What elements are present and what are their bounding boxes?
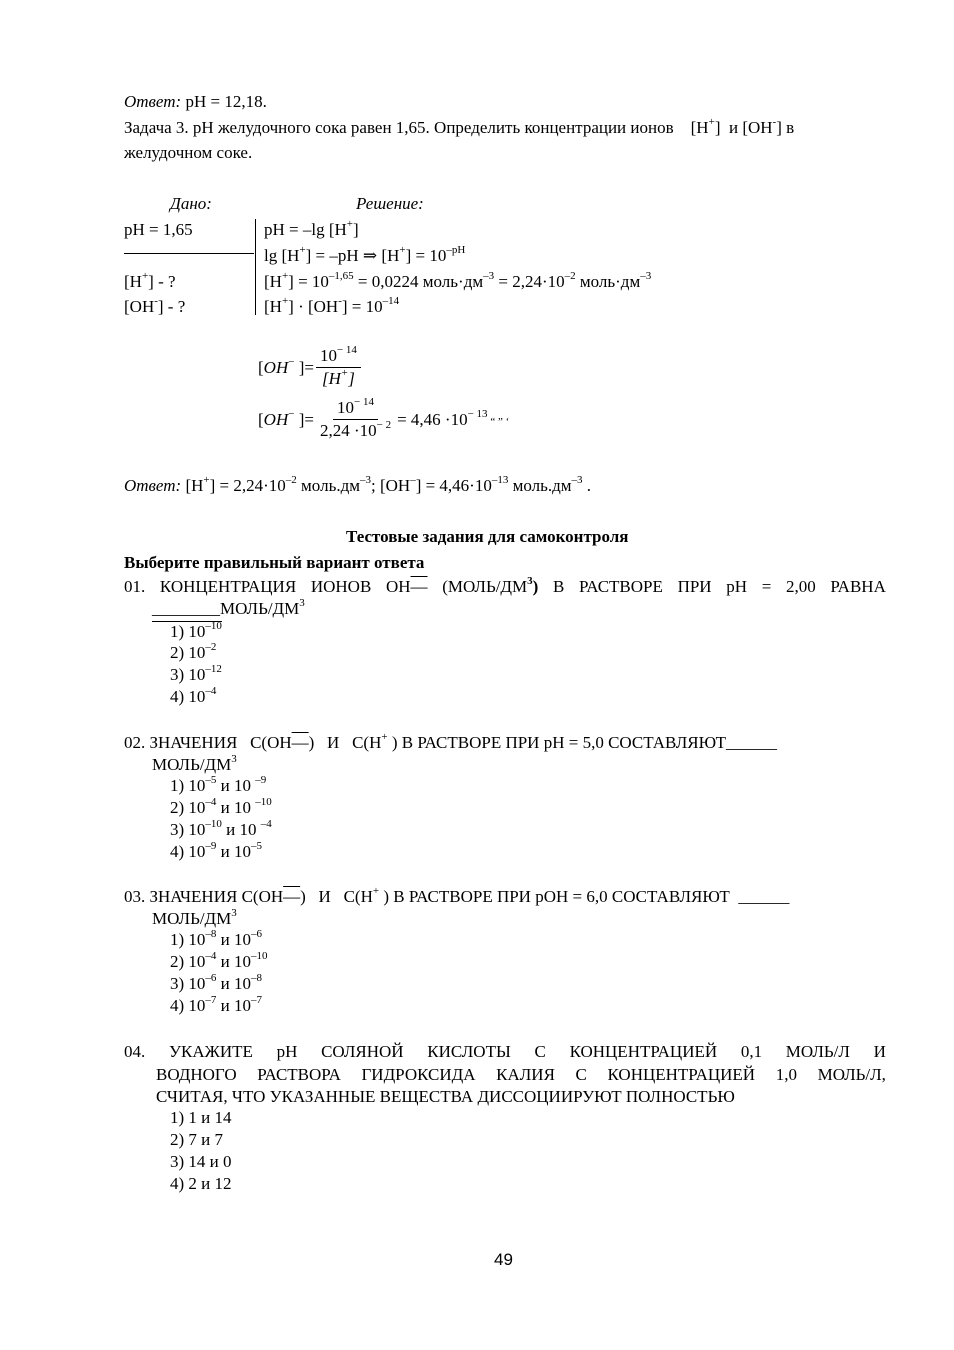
option-text: 3) 10 <box>170 974 206 993</box>
option-exponent: –8 <box>251 972 263 985</box>
question-04-word: 1,0 <box>775 1065 797 1084</box>
question-03-option <box>170 952 268 972</box>
question-01-word: ОН— <box>385 577 428 596</box>
solution-line-1: pH = –lg [H+] <box>264 218 359 239</box>
test-subtitle: Выберите правильный вариант ответа <box>124 553 425 572</box>
question-03-option <box>170 996 262 1016</box>
question-03-line-2: МОЛЬ/$ДМ^3$ <box>152 907 237 928</box>
question-02-option <box>170 798 272 818</box>
option-text: 2) 10 <box>170 798 206 817</box>
option-text: 2) 10 <box>170 952 206 971</box>
question-04-word: 04. <box>124 1042 146 1061</box>
option-exponent: –4 <box>260 818 272 831</box>
option-text: и 10 <box>216 842 252 861</box>
given-h-question: [H+] - ? <box>124 270 176 291</box>
question-01-word: В <box>552 577 565 596</box>
question-01-option <box>170 687 216 707</box>
question-01-line-2: $\_\_\_\_\_\_\_\_МОЛЬ/ДМ^3$ <box>152 597 305 618</box>
solution-line-4: $[H^+] \cdot [OH^-] = 10^{-14}$ <box>264 295 400 316</box>
option-text: и 10 <box>216 952 252 971</box>
option-exponent: –7 <box>251 994 263 1007</box>
option-exponent: –10 <box>255 796 272 809</box>
option-text: 1) 10 <box>170 622 206 641</box>
solution-label: Решение: <box>356 194 424 213</box>
question-01-option <box>170 643 216 663</box>
given-divider-vertical <box>255 219 256 315</box>
option-text: 4) 10 <box>170 996 206 1015</box>
question-04-word: И <box>873 1042 886 1061</box>
given-ph: pH = 1,65 <box>124 220 193 239</box>
formula-oh-result: [OH− ]= $\frac{10^{- 14}}{2,24 \cdot 10^{- 2}}$ = $4,46 \cdot 10^{- 13}$ “ ” ‘ <box>258 396 510 440</box>
question-04-line-3: СЧИТАЯ, ЧТО УКАЗАННЫЕ ВЕЩЕСТВА ДИССОЦИИРУЮТ ПОЛНОСТЬЮ <box>156 1087 735 1106</box>
task-3-line-2: желудочном соке. <box>124 143 253 162</box>
question-04-word: МОЛЬ/Л <box>785 1042 850 1061</box>
solution-line-3: $[H^+] = 10^{-1,65} = 0,0224$ $моль\cdot дм^{-3} = 2,24\cdot 10^{-2}$ $моль\cdot дм^{-3}$ <box>264 270 652 291</box>
question-02-option <box>170 842 262 862</box>
question-02-line-2: МОЛЬ/$ДМ^3$ <box>152 753 237 774</box>
question-04-word: 0,1 <box>740 1042 763 1061</box>
option-exponent: –6 <box>205 972 217 985</box>
question-04-word: КОНЦЕНТРАЦИЕЙ <box>607 1065 756 1084</box>
question-01-word: 01. <box>124 577 146 596</box>
question-04-option: 4) 2 и 12 <box>170 1174 232 1193</box>
option-exponent: –4 <box>205 685 217 698</box>
option-text: и 10 <box>216 798 256 817</box>
question-01-option <box>152 621 222 642</box>
option-exponent: –9 <box>255 774 267 787</box>
option-exponent: –12 <box>205 663 222 676</box>
question-01-word: pH <box>726 577 748 596</box>
question-02-option <box>170 776 266 796</box>
question-01-option <box>170 665 222 685</box>
question-04-line-1 <box>124 1041 886 1063</box>
solution-line-2: lg [H+] = –pH ⇒ $[H^+] = 10^{-pH}$ <box>264 244 466 265</box>
option-text: и 10 <box>221 820 261 839</box>
given-divider-horizontal <box>124 253 254 254</box>
question-04-word: КАЛИЯ <box>496 1065 555 1084</box>
question-02-option <box>170 820 272 840</box>
question-01-word: КОНЦЕНТРАЦИЯ <box>159 577 297 596</box>
option-exponent: –4 <box>205 950 217 963</box>
question-01-word: ПРИ <box>677 577 712 596</box>
option-exponent: –10 <box>205 620 222 633</box>
option-exponent: –9 <box>205 840 217 853</box>
question-03-line-1: 03. ЗНАЧЕНИЯ С(ОН—) И С(Н+ ) В РАСТВОРЕ ПРИ pOH = 6,0 СОСТАВЛЯЮТ ______ <box>124 885 790 906</box>
question-04-word: КИСЛОТЫ <box>427 1042 511 1061</box>
question-04-word: КОНЦЕНТРАЦИЕЙ <box>569 1042 718 1061</box>
question-01-word: 2,00 <box>785 577 816 596</box>
question-04-word: С <box>575 1065 587 1084</box>
option-text: 4) 10 <box>170 842 206 861</box>
question-01-word: ИОНОВ <box>310 577 372 596</box>
option-text: и 10 <box>216 930 252 949</box>
question-04-word: РАСТВОРА <box>257 1065 341 1084</box>
option-text: и 10 <box>216 996 252 1015</box>
option-text: 1) 10 <box>170 776 206 795</box>
question-01-word: РАСТВОРЕ <box>579 577 663 596</box>
option-exponent: –6 <box>251 928 263 941</box>
formula-oh-fraction: [OH− ]= $\frac{10^{- 14}}{[H^+]}$ <box>258 346 361 389</box>
option-text: 3) 10 <box>170 665 206 684</box>
question-01-line-1 <box>124 576 886 598</box>
option-exponent: –2 <box>205 641 217 654</box>
question-04-word: МОЛЬ/Л, <box>817 1065 886 1084</box>
answer-2: Ответ: $[H^+] = 2,24\cdot 10^{-2}$ $моль.дм^{-3}$; $[OH^-] = 4,46\cdot 10^{-13}$ $моль.дм^{-3}$ . <box>124 474 592 495</box>
question-04-line-2 <box>156 1064 886 1086</box>
option-text: и 10 <box>216 776 256 795</box>
option-exponent: –5 <box>251 840 263 853</box>
option-text: 2) 10 <box>170 643 206 662</box>
question-04-word: УКАЖИТЕ <box>168 1042 253 1061</box>
answer-1: Ответ: pH = 12,18. <box>124 92 267 111</box>
option-text: 3) 10 <box>170 820 206 839</box>
task-3-line-1: Задача 3. pH желудочного сока равен 1,65. Определить концентрации ионов [H+] и [OH-] в <box>124 116 795 137</box>
question-01-word: $(МОЛЬ/ДМ^3)$ <box>442 575 539 596</box>
question-01-word: РАВНА <box>830 577 886 596</box>
test-title: Тестовые задания для самоконтроля <box>346 527 629 546</box>
question-04-word: СОЛЯНОЙ <box>321 1042 404 1061</box>
question-02-line-1: 02. ЗНАЧЕНИЯ С(ОН—) И С(Н+ ) В РАСТВОРЕ ПРИ pH = 5,0 СОСТАВЛЯЮТ______ <box>124 731 778 752</box>
question-04-word: ГИДРОКСИДА <box>361 1065 476 1084</box>
question-01-word: = <box>761 577 772 596</box>
option-exponent: –4 <box>205 796 217 809</box>
option-exponent: –10 <box>205 818 222 831</box>
option-text: и 10 <box>216 974 252 993</box>
question-04-option: 3) 14 и 0 <box>170 1152 232 1171</box>
option-exponent: –7 <box>205 994 217 1007</box>
option-exponent: –8 <box>205 928 217 941</box>
question-03-option <box>170 930 262 950</box>
option-exponent: –10 <box>251 950 268 963</box>
option-text: 4) 10 <box>170 687 206 706</box>
page-number: 49 <box>494 1250 513 1269</box>
option-text: 1) 10 <box>170 930 206 949</box>
question-04-option: 2) 7 и 7 <box>170 1130 224 1149</box>
question-04-option: 1) 1 и 14 <box>170 1108 232 1127</box>
given-label: Дано: <box>170 194 212 213</box>
question-04-word: С <box>534 1042 546 1061</box>
given-oh-question: [OH-] - ? <box>124 295 186 316</box>
question-04-word: ВОДНОГО <box>156 1065 237 1084</box>
question-04-word: pH <box>276 1042 298 1061</box>
question-03-option <box>170 974 262 994</box>
option-exponent: –5 <box>205 774 217 787</box>
